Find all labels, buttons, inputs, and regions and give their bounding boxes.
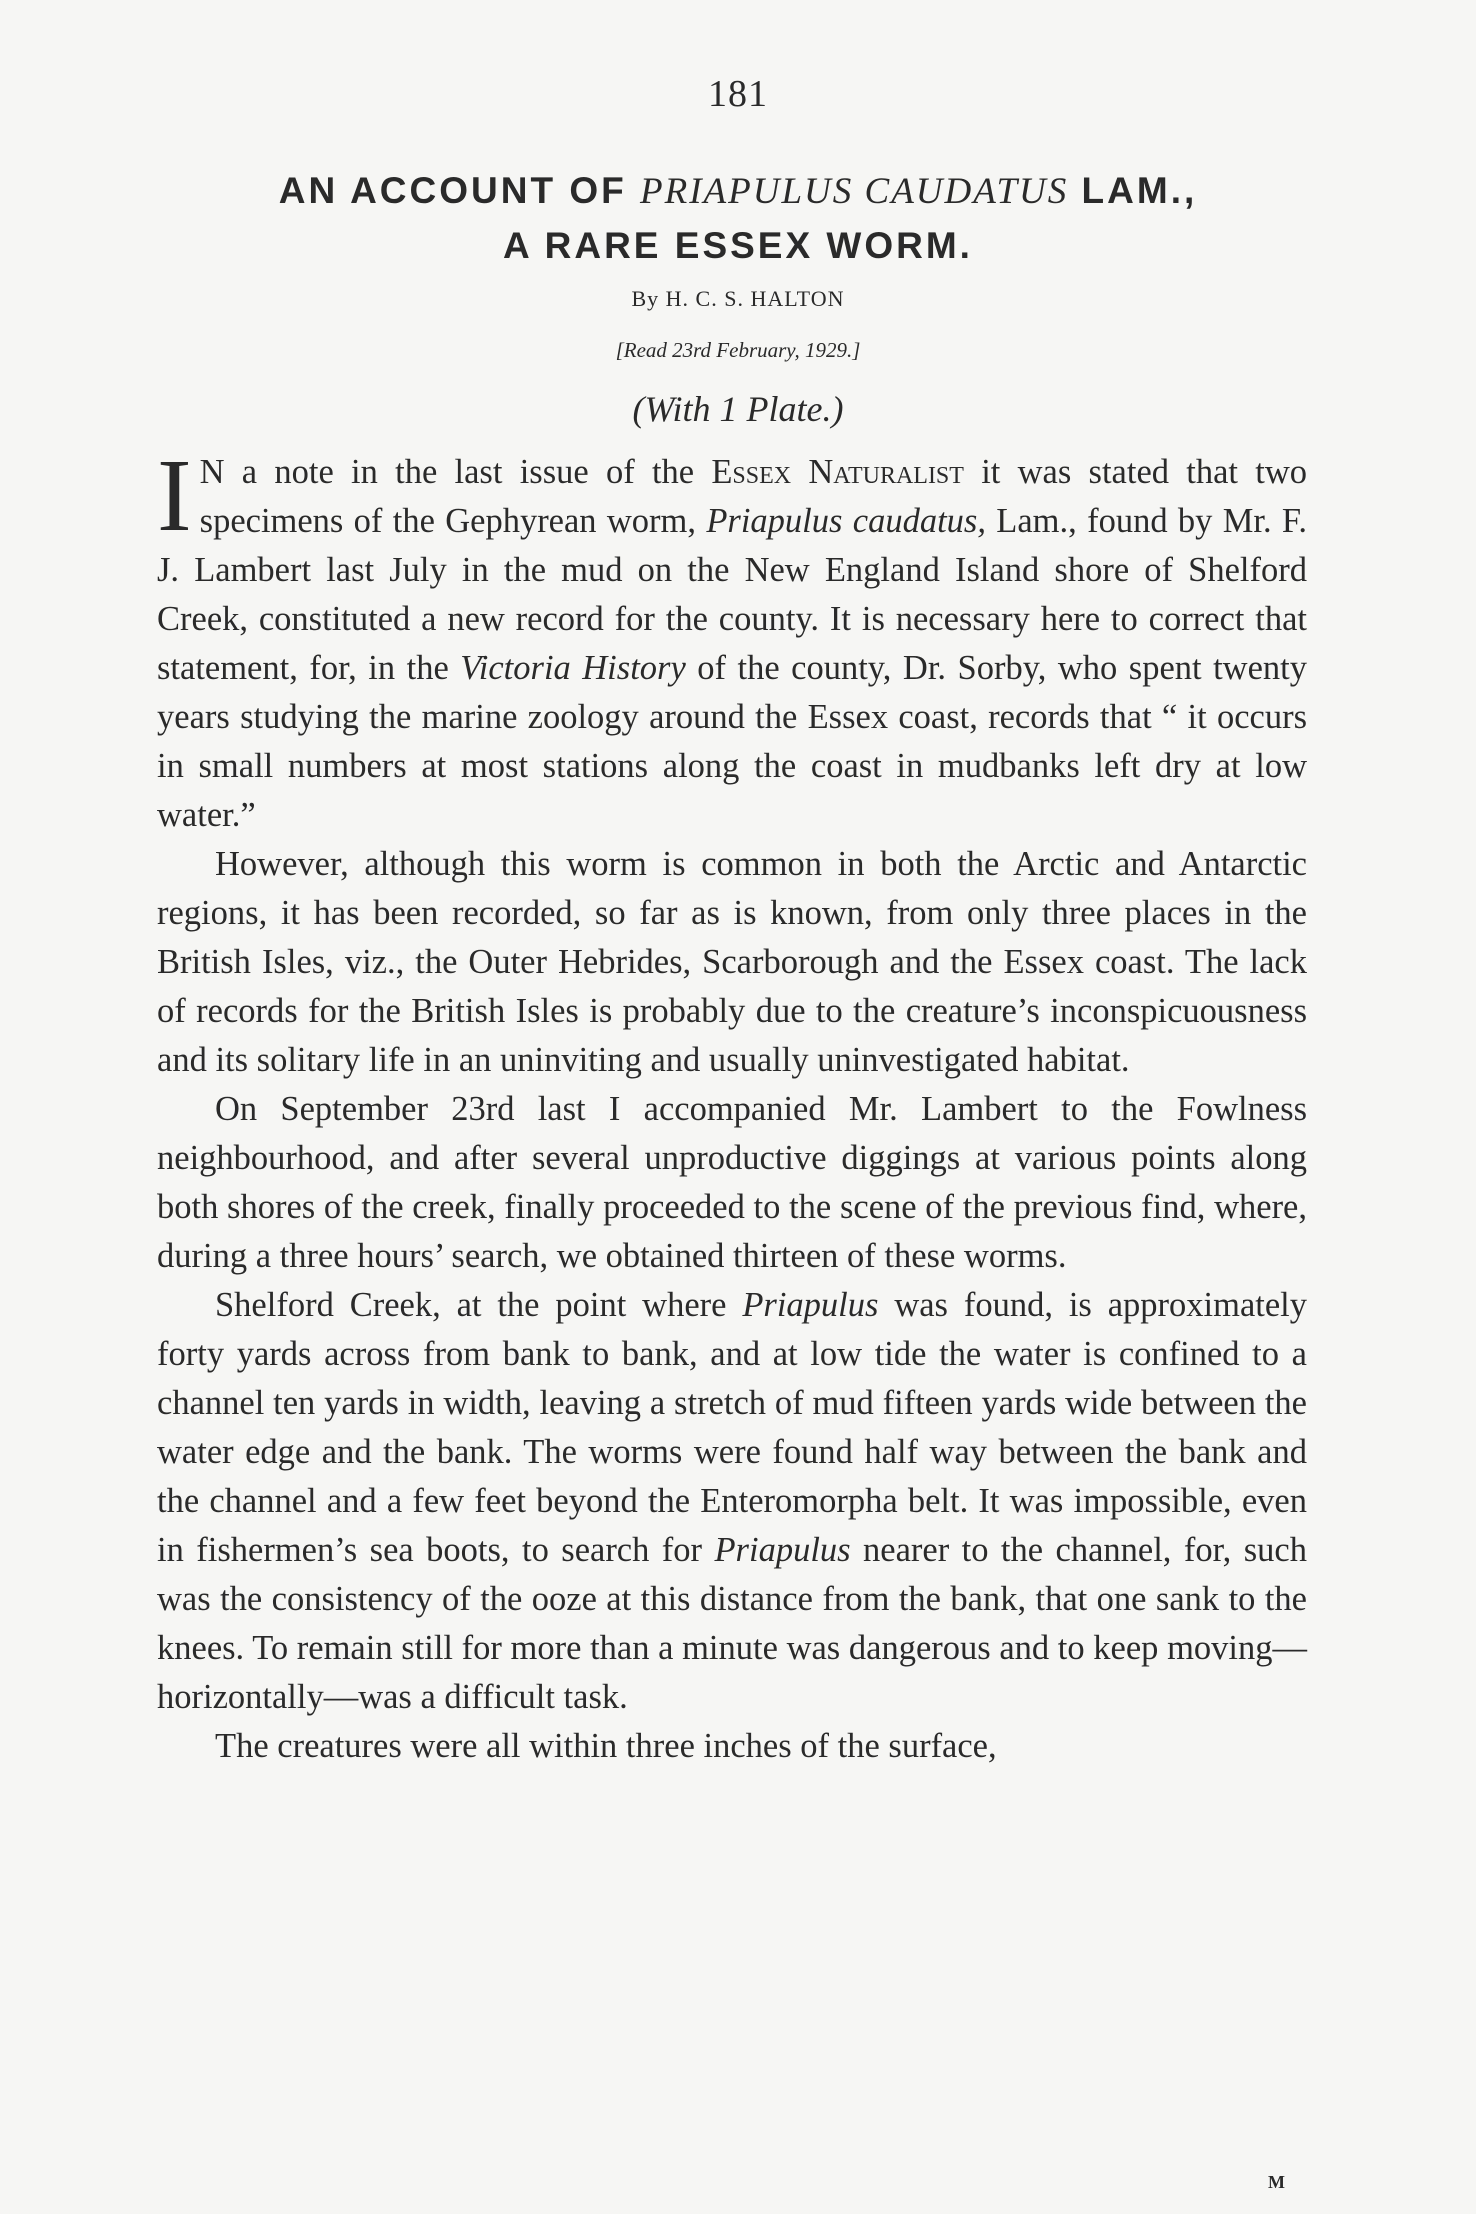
paragraph-4 [157,1281,1307,1722]
species-name: Priapulus caudatus, [706,502,986,540]
p4-text-3: nearer to the channel, for, such was the consistency of the ooze at this distance from the bank, that one sank to the knees. To remain still for more than a minute was dangerous and to keep moving—horizontally—was a difficult task. [157,1531,1307,1716]
paragraph-1 [157,438,1308,840]
title-line-2: A RARE ESSEX WORM. [503,225,973,266]
signature-mark: M [1268,2172,1285,2192]
title-species: PRIAPULUS CAUDATUS [640,171,1069,212]
p1-text-2: it was stated that two specimens of the Gephyrean worm, [199,453,1308,540]
paragraph-3: On September 23rd last I accompanied Mr. Lambert to the Fowlness neighbourhood, and after several unproductive diggings at various points along both shores of the creek, finally proceeded to the scene of the previous find, where, during a three hours’ search, we obtained thirteen of these worms. [157,1090,1307,1275]
species-name: Priapulus [714,1531,851,1569]
title-line-1 [150,164,1326,219]
p1-text-1: N a note in the last issue of the [199,453,712,491]
plate-note: (With 1 Plate.) [632,389,844,429]
p4-text-1: Shelford Creek, at the point where [215,1286,743,1324]
read-date-note: [Read 23rd February, 1929.] [615,338,861,362]
p1-text-3: Lam., found by Mr. F. J. Lambert last July in the mud on the New England Island shore of Shelford Creek, constituted a new record for the county. It is necessary here to correct that statement, for, in the [157,502,1307,687]
species-name: Priapulus [742,1286,879,1324]
journal-name: Essex Naturalist [711,453,964,491]
article-body [157,438,1308,1771]
paragraph-2: However, although this worm is common in both the Arctic and Antarctic regions, it has been recorded, so far as is known, from only three places in the British Isles, viz., the Outer Hebrides, Scarborough and the Essex coast. The lack of records for the British Isles is probably due to the creature’s inconspicuousness and its solitary life in an uninviting and usually uninvestigated habitat. [157,845,1307,1079]
byline: By H. C. S. HALTON [631,286,845,311]
article-title [150,164,1326,273]
p4-text-2: was found, is approximately forty yards across from bank to bank, and at low tide the water is confined to a channel ten yards in width, leaving a stretch of mud fifteen yards wide between the water edge and the bank. The worms were found half way between the bank and the channel and a few feet beyond the Enteromorpha belt. It was impossible, even in fishermen’s sea boots, to search for [157,1286,1307,1569]
title-post: LAM., [1068,170,1198,211]
drop-cap: I [157,438,192,553]
title-pre: AN ACCOUNT OF [278,170,641,211]
page-number: 181 [708,73,768,115]
book-title: Victoria History [460,649,686,687]
paragraph-5: The creatures were all within three inches of the surface, [215,1727,997,1765]
p1-text-4: of the county, Dr. Sorby, who spent twenty years studying the marine zoology around the Essex coast, records that “ it occurs in small numbers at most stations along the coast in mudbanks left dry at low water.” [157,649,1307,834]
